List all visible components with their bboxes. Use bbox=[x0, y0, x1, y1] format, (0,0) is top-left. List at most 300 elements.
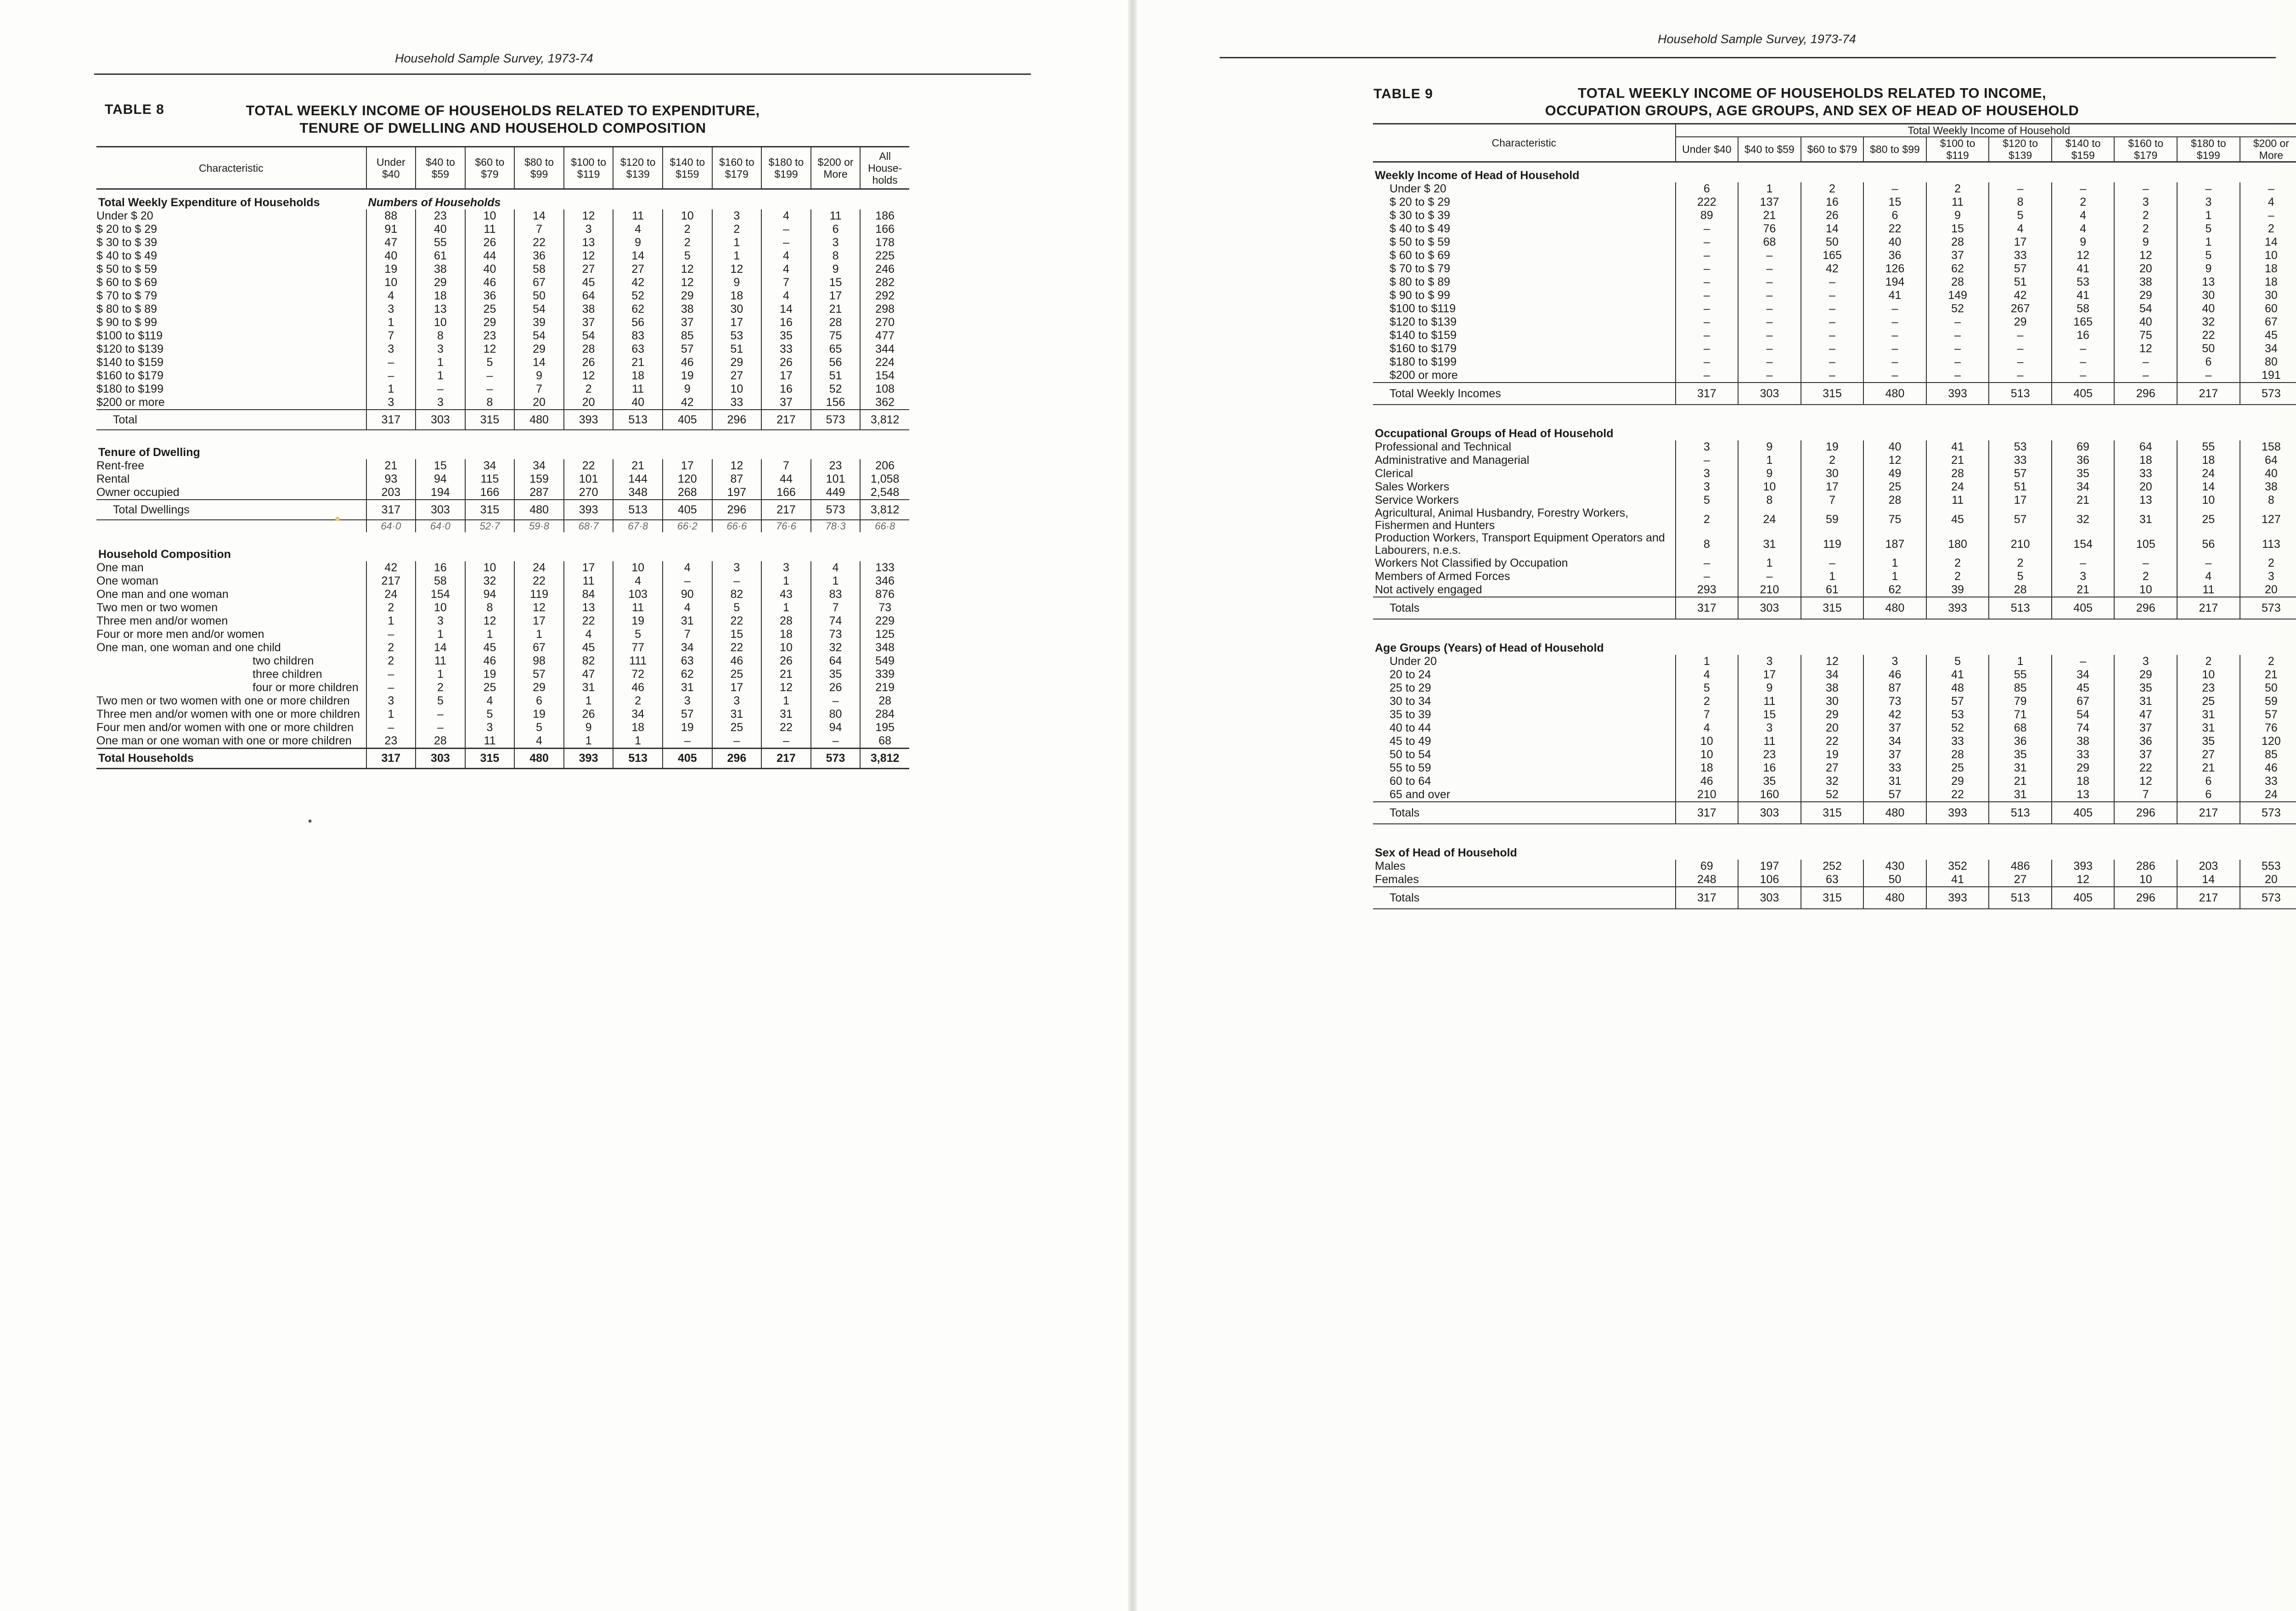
total-value: 303 bbox=[416, 749, 465, 769]
cell-value: 7 bbox=[2114, 788, 2177, 802]
cell-value: 14 bbox=[761, 303, 811, 316]
section-title: Household Composition bbox=[98, 548, 231, 561]
section-title: Tenure of Dwelling bbox=[98, 446, 200, 459]
cell-value: 166 bbox=[860, 223, 909, 236]
cell-value: 9 bbox=[712, 276, 762, 289]
total-value: 513 bbox=[613, 500, 663, 520]
cell-value: 7 bbox=[366, 329, 416, 343]
table-row bbox=[96, 486, 909, 500]
row-label: 55 to 59 bbox=[1390, 761, 1431, 774]
cell-value: 10 bbox=[2114, 873, 2177, 887]
cell-value: 13 bbox=[2052, 788, 2115, 802]
cell-value: 4 bbox=[761, 289, 811, 303]
table-row bbox=[96, 641, 909, 654]
cell-value: 37 bbox=[761, 396, 811, 410]
cell-value: 18 bbox=[761, 628, 811, 641]
total-value: 315 bbox=[465, 749, 515, 769]
row-label: Three men and/or women bbox=[96, 614, 228, 627]
cell-value: 3 bbox=[416, 396, 465, 410]
cell-value: 62 bbox=[613, 303, 663, 316]
cell-value: 36 bbox=[1863, 249, 1926, 262]
table-row bbox=[1373, 355, 2296, 369]
cell-value: 28 bbox=[1926, 467, 1989, 480]
cell-value: 29 bbox=[2114, 289, 2177, 302]
cell-value: 54 bbox=[2052, 708, 2115, 721]
total-value: 393 bbox=[1926, 802, 1989, 824]
cell-value: 12 bbox=[2052, 873, 2115, 887]
cell-value: 2 bbox=[1801, 182, 1864, 196]
cell-value: 5 bbox=[514, 721, 564, 734]
cell-value: 27 bbox=[712, 369, 762, 383]
total-value: 317 bbox=[1676, 597, 1739, 619]
cell-value: 197 bbox=[712, 486, 762, 500]
cell-value: 10 bbox=[613, 561, 663, 575]
cell-value: 3 bbox=[2240, 570, 2296, 583]
cell-value: 20 bbox=[1801, 721, 1864, 735]
total-label: Total bbox=[96, 410, 366, 430]
cell-value: 34 bbox=[1801, 668, 1864, 682]
cell-value: 25 bbox=[712, 668, 762, 681]
cell-value: 37 bbox=[1863, 721, 1926, 735]
cell-value: – bbox=[416, 721, 465, 734]
paper-mark bbox=[309, 820, 311, 822]
cell-value: 28 bbox=[1863, 494, 1926, 507]
cell-value: 60 bbox=[2240, 302, 2296, 315]
cell-value: 3 bbox=[712, 209, 762, 223]
cell-value: 36 bbox=[2052, 454, 2115, 467]
cell-value: 48 bbox=[1926, 682, 1989, 695]
cell-value: 13 bbox=[564, 236, 613, 249]
cell-value: 186 bbox=[860, 209, 909, 223]
cell-value: 64 bbox=[2114, 440, 2177, 454]
cell-value: – bbox=[811, 734, 861, 749]
cell-value: – bbox=[366, 721, 416, 734]
cell-value: 35 bbox=[2177, 735, 2240, 748]
cell-value: 29 bbox=[2114, 668, 2177, 682]
cell-value: 18 bbox=[1676, 761, 1739, 775]
row-label: 25 to 29 bbox=[1390, 682, 1431, 694]
cell-value: 287 bbox=[514, 486, 564, 500]
column-header: $40 to $59 bbox=[1738, 137, 1801, 162]
row-label: $200 or more bbox=[96, 396, 165, 409]
cell-value: 55 bbox=[416, 236, 465, 249]
total-label: Total Households bbox=[96, 749, 366, 769]
cell-value: 83 bbox=[613, 329, 663, 343]
cell-value: 8 bbox=[1738, 494, 1801, 507]
cell-value: 1 bbox=[416, 628, 465, 641]
cell-value: 14 bbox=[514, 356, 564, 369]
table-row bbox=[96, 383, 909, 396]
cell-value: – bbox=[2177, 182, 2240, 196]
cell-value: 158 bbox=[2240, 440, 2296, 454]
cell-value: 28 bbox=[564, 343, 613, 356]
table-row bbox=[1373, 507, 2296, 532]
total-value: 513 bbox=[1989, 383, 2052, 405]
total-value: 303 bbox=[416, 410, 465, 430]
row-label: Under $ 20 bbox=[1390, 182, 1446, 195]
cell-value: 6 bbox=[1863, 209, 1926, 222]
cell-value: 222 bbox=[1676, 196, 1739, 209]
cell-value: 5 bbox=[1989, 570, 2052, 583]
cell-value: 29 bbox=[514, 343, 564, 356]
cell-value: 19 bbox=[1801, 440, 1864, 454]
cell-value: 16 bbox=[761, 383, 811, 396]
cell-value: 1 bbox=[613, 734, 663, 749]
cell-value: 31 bbox=[2114, 507, 2177, 532]
cell-value: 486 bbox=[1989, 860, 2052, 873]
row-label: three children bbox=[253, 668, 322, 681]
cell-value: 37 bbox=[1863, 748, 1926, 761]
cell-value: 133 bbox=[860, 561, 909, 575]
running-header: Household Sample Survey, 1973-74 bbox=[395, 51, 593, 65]
cell-value: 57 bbox=[1989, 467, 2052, 480]
total-value: 480 bbox=[1863, 887, 1926, 909]
total-value: 405 bbox=[2052, 887, 2115, 909]
column-header: $80 to $99 bbox=[1863, 137, 1926, 162]
cell-value: 12 bbox=[2114, 775, 2177, 788]
table-row bbox=[96, 575, 909, 588]
cell-value: 85 bbox=[1989, 682, 2052, 695]
cell-value: 77 bbox=[613, 641, 663, 654]
cell-value: 33 bbox=[2240, 775, 2296, 788]
cell-value: 58 bbox=[514, 263, 564, 276]
cell-value: 10 bbox=[366, 276, 416, 289]
cell-value: – bbox=[1926, 355, 1989, 369]
cell-value: 38 bbox=[564, 303, 613, 316]
row-label: 45 to 49 bbox=[1390, 735, 1431, 748]
cell-value: – bbox=[2052, 557, 2115, 570]
cell-value: 62 bbox=[1926, 262, 1989, 276]
cell-value: 20 bbox=[2240, 873, 2296, 887]
table-row bbox=[96, 561, 909, 575]
cell-value: 59 bbox=[2240, 695, 2296, 708]
cell-value: 67 bbox=[514, 276, 564, 289]
cell-value: 34 bbox=[465, 459, 515, 473]
cell-value: 10 bbox=[465, 209, 515, 223]
cell-value: 4 bbox=[761, 249, 811, 263]
cell-value: 11 bbox=[465, 223, 515, 236]
cell-value: 28 bbox=[1989, 583, 2052, 597]
cell-value: 73 bbox=[1863, 695, 1926, 708]
cell-value: 4 bbox=[564, 628, 613, 641]
table-row bbox=[96, 708, 909, 721]
cell-value: – bbox=[1801, 342, 1864, 355]
cell-value: 17 bbox=[564, 561, 613, 575]
cell-value: 17 bbox=[712, 681, 762, 694]
cell-value: 119 bbox=[514, 588, 564, 601]
cell-value: 12 bbox=[564, 209, 613, 223]
cell-value: – bbox=[2114, 369, 2177, 383]
cell-value: 8 bbox=[465, 601, 515, 614]
cell-value: 11 bbox=[416, 654, 465, 668]
cell-value: 49 bbox=[1863, 467, 1926, 480]
cell-value: – bbox=[2114, 557, 2177, 570]
cell-value: 34 bbox=[613, 708, 663, 721]
total-label: Total Weekly Incomes bbox=[1373, 383, 1676, 405]
cell-value: – bbox=[2052, 355, 2115, 369]
cell-value: 38 bbox=[416, 263, 465, 276]
column-header: Under $40 bbox=[366, 147, 416, 189]
cell-value: 2 bbox=[1801, 454, 1864, 467]
cell-value: 553 bbox=[2240, 860, 2296, 873]
cell-value: 28 bbox=[811, 316, 861, 329]
table-row bbox=[96, 356, 909, 369]
table-row bbox=[1373, 721, 2296, 735]
cell-value: 12 bbox=[2114, 249, 2177, 262]
cell-value: 22 bbox=[1801, 735, 1864, 748]
cell-value: 2 bbox=[1989, 557, 2052, 570]
cell-value: 9 bbox=[2052, 236, 2115, 249]
table-row bbox=[1373, 209, 2296, 222]
cell-value: 2 bbox=[564, 383, 613, 396]
cell-value: 41 bbox=[2052, 289, 2115, 302]
cell-value: 194 bbox=[416, 486, 465, 500]
cell-value: 41 bbox=[1926, 873, 1989, 887]
cell-value: 5 bbox=[1926, 655, 1989, 668]
cell-value: 22 bbox=[564, 459, 613, 473]
table-title bbox=[216, 102, 790, 137]
cell-value: 68 bbox=[1738, 236, 1801, 249]
cell-value: 57 bbox=[663, 343, 712, 356]
cell-value: – bbox=[1863, 182, 1926, 196]
cell-value: 33 bbox=[712, 396, 762, 410]
column-header: $180 to $199 bbox=[2177, 137, 2240, 162]
column-header: Under $40 bbox=[1676, 137, 1739, 162]
cell-value: 17 bbox=[663, 459, 712, 473]
cell-value: 35 bbox=[2052, 467, 2115, 480]
cell-value: 4 bbox=[663, 601, 712, 614]
total-value: 573 bbox=[811, 500, 861, 520]
cell-value: 17 bbox=[514, 614, 564, 628]
cell-value: 11 bbox=[1926, 494, 1989, 507]
row-label: $ 40 to $ 49 bbox=[96, 249, 158, 262]
row-label: 65 and over bbox=[1390, 788, 1451, 801]
cell-value: 9 bbox=[663, 383, 712, 396]
cell-value: 3 bbox=[761, 561, 811, 575]
cell-value: 22 bbox=[2177, 329, 2240, 342]
row-label: One man, one woman and one child bbox=[96, 641, 281, 654]
total-value: 393 bbox=[564, 500, 613, 520]
table-row bbox=[1373, 302, 2296, 315]
cell-value: 50 bbox=[2240, 682, 2296, 695]
cell-value: 7 bbox=[514, 383, 564, 396]
cell-value: 38 bbox=[2240, 480, 2296, 494]
cell-value: 41 bbox=[1926, 440, 1989, 454]
row-label: Four or more men and/or women bbox=[96, 628, 264, 641]
cell-value: 23 bbox=[465, 329, 515, 343]
row-label: One man or one woman with one or more children bbox=[96, 734, 352, 747]
cell-value: 28 bbox=[860, 694, 909, 708]
cell-value: 22 bbox=[712, 641, 762, 654]
cell-value: 12 bbox=[514, 601, 564, 614]
cell-value: 93 bbox=[366, 473, 416, 486]
cell-value: 31 bbox=[2177, 708, 2240, 721]
cell-value: – bbox=[366, 369, 416, 383]
cell-value: 40 bbox=[2114, 315, 2177, 329]
cell-value: 67 bbox=[514, 641, 564, 654]
cell-value: 45 bbox=[2240, 329, 2296, 342]
table-row bbox=[96, 668, 909, 681]
running-header: Household Sample Survey, 1973-74 bbox=[1658, 32, 1856, 46]
total-value: 393 bbox=[1926, 383, 1989, 405]
cell-value: 5 bbox=[613, 628, 663, 641]
cell-value: 46 bbox=[613, 681, 663, 694]
cell-value: 98 bbox=[514, 654, 564, 668]
cell-value: 9 bbox=[1738, 467, 1801, 480]
cell-value: 52 bbox=[1801, 788, 1864, 802]
total-value: 296 bbox=[712, 500, 762, 520]
cell-value: 37 bbox=[564, 316, 613, 329]
cell-value: 15 bbox=[811, 276, 861, 289]
cell-value: 45 bbox=[2052, 682, 2115, 695]
row-label: 50 to 54 bbox=[1390, 748, 1431, 761]
cell-value: 29 bbox=[1926, 775, 1989, 788]
total-row bbox=[96, 500, 909, 520]
table-row bbox=[96, 721, 909, 734]
row-label: 60 to 64 bbox=[1390, 775, 1431, 788]
cell-value: – bbox=[1676, 342, 1739, 355]
cell-value: 20 bbox=[2114, 262, 2177, 276]
row-label: Four men and/or women with one or more children bbox=[96, 721, 354, 734]
row-label: two children bbox=[253, 654, 314, 667]
cell-value: 2 bbox=[366, 601, 416, 614]
cell-value: 56 bbox=[2177, 532, 2240, 557]
cell-value: 22 bbox=[514, 236, 564, 249]
cell-value: 12 bbox=[2114, 342, 2177, 355]
cell-value: 101 bbox=[564, 473, 613, 486]
total-value: 405 bbox=[2052, 802, 2115, 824]
cell-value: 4 bbox=[366, 289, 416, 303]
cell-value: 24 bbox=[1926, 480, 1989, 494]
cell-value: 7 bbox=[1676, 708, 1739, 721]
cell-value: 52 bbox=[1926, 721, 1989, 735]
table-row bbox=[96, 614, 909, 628]
total-value: 480 bbox=[1863, 597, 1926, 619]
cell-value: 75 bbox=[1863, 507, 1926, 532]
cell-value: 149 bbox=[1926, 289, 1989, 302]
cell-value: – bbox=[1738, 355, 1801, 369]
row-label: Under $ 20 bbox=[96, 209, 153, 222]
cell-value: 18 bbox=[2240, 276, 2296, 289]
cell-value: – bbox=[1801, 557, 1864, 570]
row-label: Not actively engaged bbox=[1375, 583, 1482, 596]
cell-value: – bbox=[761, 223, 811, 236]
cell-value: 5 bbox=[712, 601, 762, 614]
cell-value: 206 bbox=[860, 459, 909, 473]
row-label: 40 to 44 bbox=[1390, 721, 1431, 734]
section-header-row bbox=[1373, 162, 2296, 183]
cell-value: 31 bbox=[2177, 721, 2240, 735]
cell-value: 46 bbox=[465, 654, 515, 668]
cell-value: 56 bbox=[613, 316, 663, 329]
cell-value: 12 bbox=[2052, 249, 2115, 262]
cell-value: 284 bbox=[860, 708, 909, 721]
cell-value: 42 bbox=[613, 276, 663, 289]
cell-value: 8 bbox=[465, 396, 515, 410]
cell-value: 4 bbox=[1989, 222, 2052, 236]
cell-value: – bbox=[663, 734, 712, 749]
cell-value: 32 bbox=[2177, 315, 2240, 329]
section-title: Total Weekly Expenditure of Households bbox=[98, 196, 320, 209]
cell-value: 71 bbox=[1989, 708, 2052, 721]
cell-value: 4 bbox=[613, 575, 663, 588]
cell-value: 33 bbox=[1989, 249, 2052, 262]
cell-value: 3 bbox=[2177, 196, 2240, 209]
table-row bbox=[96, 369, 909, 383]
total-value: 317 bbox=[1676, 802, 1739, 824]
table-row bbox=[1373, 440, 2296, 454]
cell-value: 40 bbox=[416, 223, 465, 236]
table-row bbox=[1373, 532, 2296, 557]
cell-value: 53 bbox=[712, 329, 762, 343]
cell-value: 42 bbox=[1801, 262, 1864, 276]
cell-value: 3 bbox=[1738, 655, 1801, 668]
cell-value: 9 bbox=[811, 263, 861, 276]
cell-value: 21 bbox=[1926, 454, 1989, 467]
row-label: Production Workers, Transport Equipment Operators and Labourers, n.e.s. bbox=[1375, 531, 1665, 557]
cell-value: 8 bbox=[416, 329, 465, 343]
table-row bbox=[96, 249, 909, 263]
cell-value: 7 bbox=[514, 223, 564, 236]
cell-value: – bbox=[465, 383, 515, 396]
cell-value: 40 bbox=[366, 249, 416, 263]
cell-value: 30 bbox=[1801, 467, 1864, 480]
cell-value: – bbox=[1926, 342, 1989, 355]
handwritten-value: 67·8 bbox=[613, 520, 663, 532]
cell-value: 27 bbox=[613, 263, 663, 276]
cell-value: 59 bbox=[1801, 507, 1864, 532]
cell-value: 16 bbox=[1738, 761, 1801, 775]
cell-value: – bbox=[416, 383, 465, 396]
cell-value: 23 bbox=[811, 459, 861, 473]
cell-value: 2 bbox=[2114, 222, 2177, 236]
cell-value: 80 bbox=[2240, 355, 2296, 369]
cell-value: 27 bbox=[564, 263, 613, 276]
cell-value: 14 bbox=[416, 641, 465, 654]
cell-value: 11 bbox=[613, 209, 663, 223]
handwritten-value: 76·6 bbox=[761, 520, 811, 532]
total-value: 3,812 bbox=[860, 500, 909, 520]
spacer-row bbox=[96, 430, 909, 439]
cell-value: 10 bbox=[1738, 480, 1801, 494]
cell-value: 159 bbox=[514, 473, 564, 486]
cell-value: 38 bbox=[2052, 735, 2115, 748]
cell-value: 2 bbox=[366, 641, 416, 654]
total-value: 317 bbox=[366, 410, 416, 430]
cell-value: 210 bbox=[1676, 788, 1739, 802]
cell-value: 23 bbox=[2177, 682, 2240, 695]
cell-value: 5 bbox=[465, 356, 515, 369]
cell-value: 36 bbox=[1989, 735, 2052, 748]
cell-value: 26 bbox=[761, 356, 811, 369]
cell-value: 6 bbox=[2177, 775, 2240, 788]
cell-value: 75 bbox=[2114, 329, 2177, 342]
total-label: Totals bbox=[1373, 887, 1676, 909]
cell-value: 166 bbox=[761, 486, 811, 500]
cell-value: 64 bbox=[564, 289, 613, 303]
total-value: 317 bbox=[366, 749, 416, 769]
cell-value: 61 bbox=[416, 249, 465, 263]
cell-value: 3 bbox=[366, 694, 416, 708]
cell-value: 41 bbox=[1863, 289, 1926, 302]
row-label: Under 20 bbox=[1390, 655, 1437, 668]
total-value: 217 bbox=[2177, 383, 2240, 405]
table-title bbox=[1491, 84, 2133, 119]
cell-value: 28 bbox=[1926, 276, 1989, 289]
cell-value: 3 bbox=[712, 561, 762, 575]
cell-value: 46 bbox=[1863, 668, 1926, 682]
cell-value: 2 bbox=[2114, 570, 2177, 583]
